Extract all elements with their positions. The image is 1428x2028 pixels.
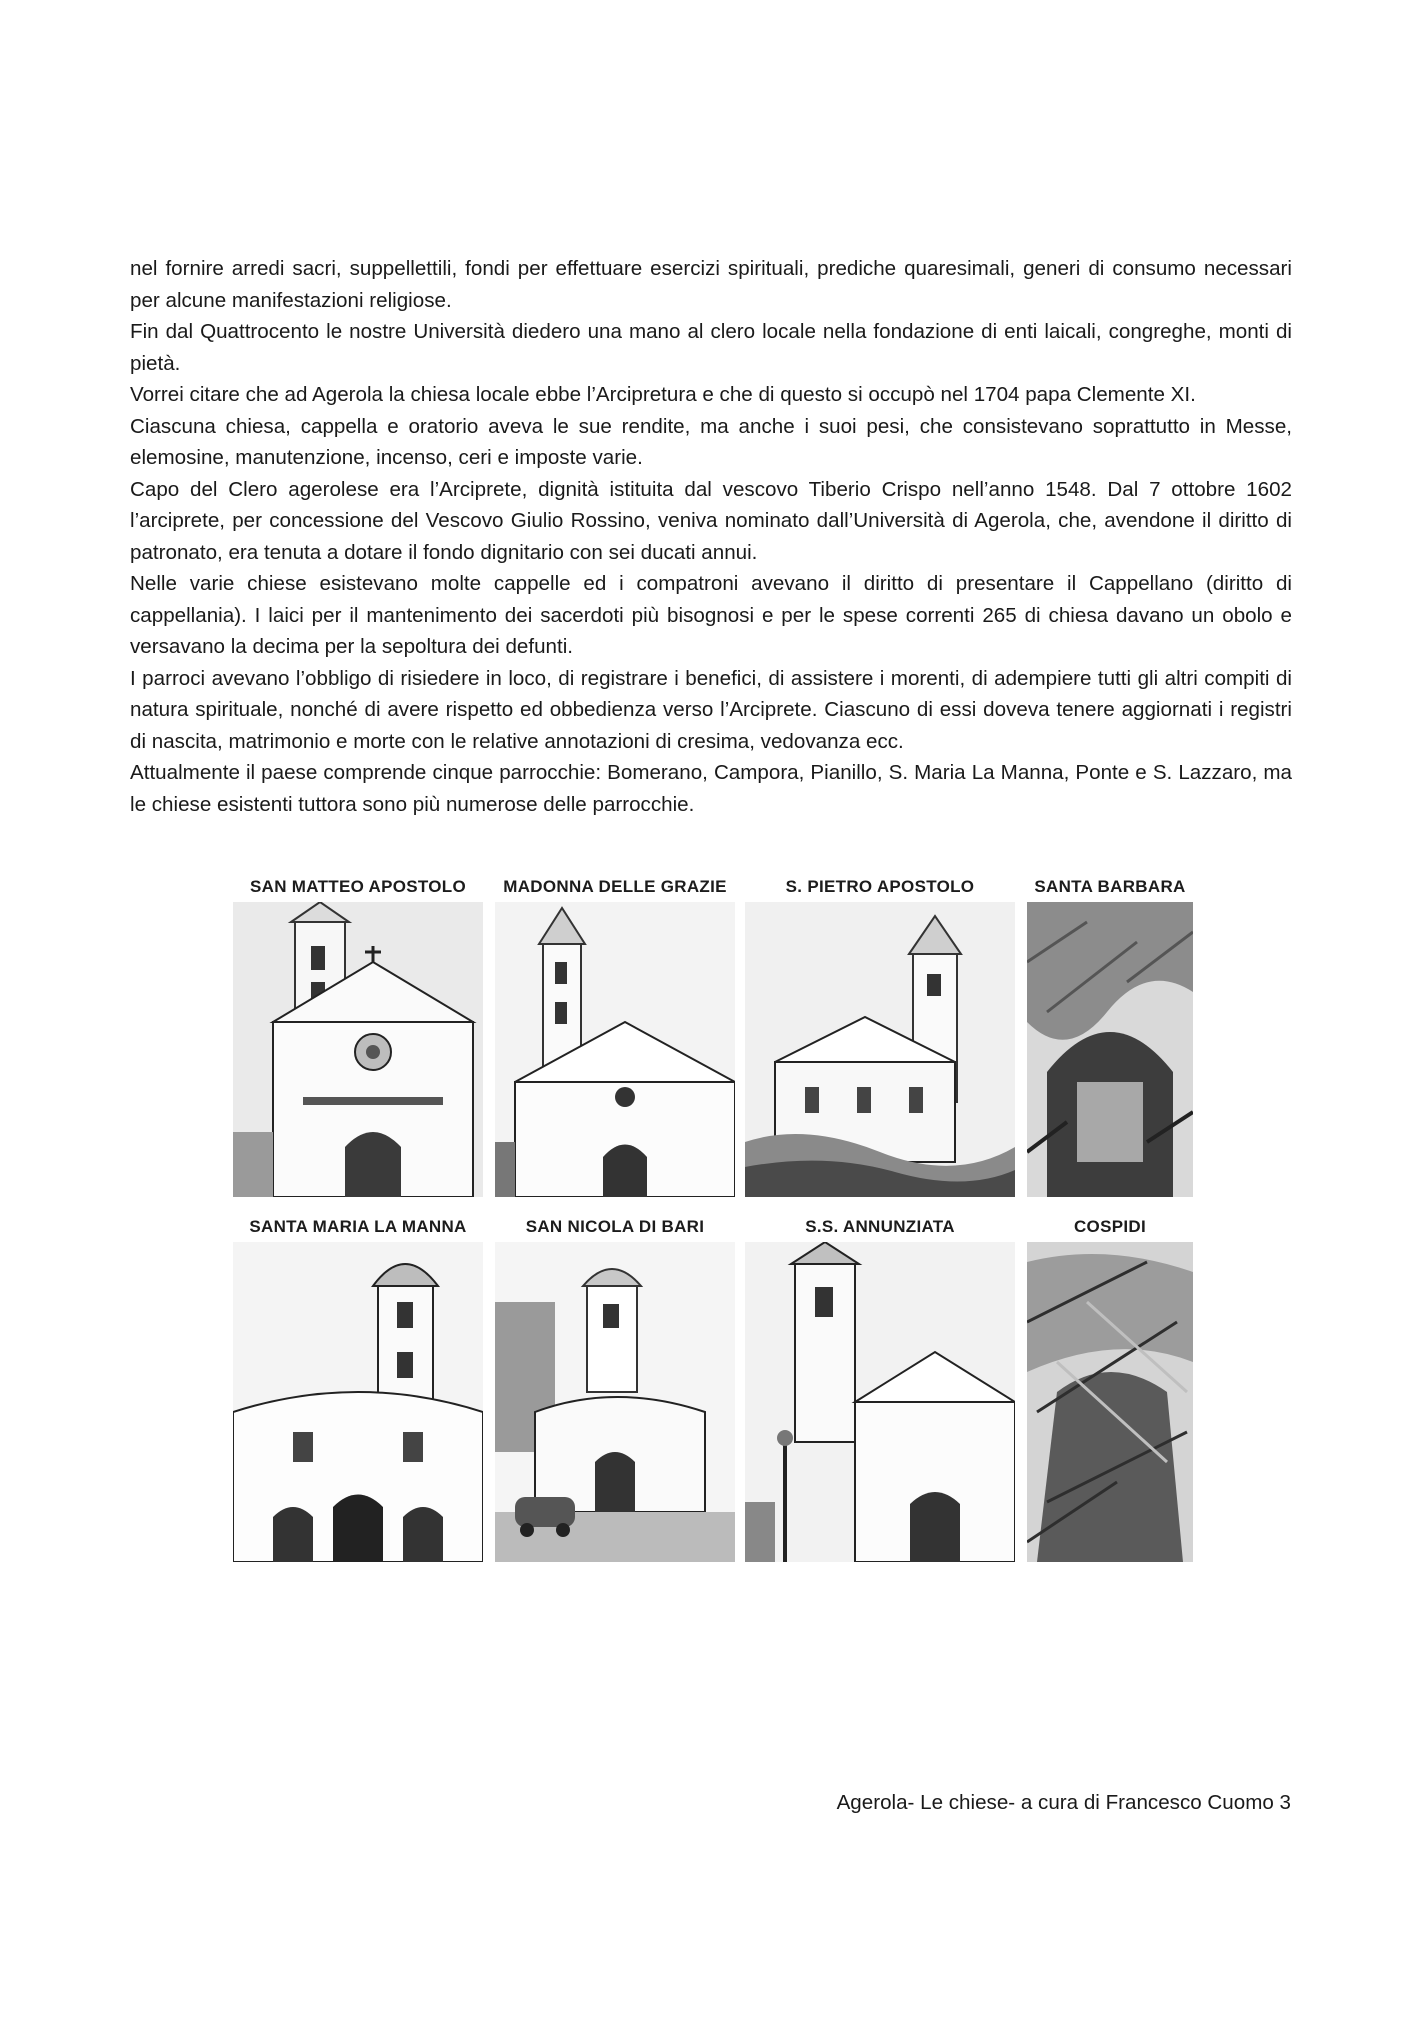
photo-caption: S. PIETRO APOSTOLO	[745, 872, 1015, 902]
church-sketch	[1027, 902, 1193, 1197]
page-footer: Agerola- Le chiese- a cura di Francesco Cuomo 3	[836, 1791, 1291, 1814]
paragraph-3: Vorrei citare che ad Agerola la chiesa locale ebbe l’Arcipretura e che di questo si occupò nel 1704 papa Clemente XI.	[130, 383, 1196, 406]
paragraph-5: Capo del Clero agerolese era l’Arciprete, dignità istituita dal vescovo Tiberio Crispo nell’anno 1548. Dal 7 ottobre 1602 l’arciprete, per concessione del Vescovo Giulio Rossino, veniva nominato dall’Università di Agerola, che, avendone il diritto di patronato, era tenuta a dotare il fondo dignitario con sei ducati annui.	[130, 477, 1292, 564]
photo-caption: COSPIDI	[1027, 1212, 1193, 1242]
church-photo-annunziata	[745, 1212, 1015, 1562]
photo-caption: SANTA BARBARA	[1027, 872, 1193, 902]
photo-caption: SANTA MARIA LA MANNA	[233, 1212, 483, 1242]
church-photo-san-matteo	[233, 872, 483, 1197]
paragraph-8: Attualmente il paese comprende cinque parrocchie: Bomerano, Campora, Pianillo, S. Maria La Manna, Ponte e S. Lazzaro, ma le chiese esistenti tuttora sono più numerose delle parrocchie.	[130, 761, 1292, 816]
church-photo-cospidi	[1027, 1212, 1193, 1562]
photo-caption: MADONNA DELLE GRAZIE	[495, 872, 735, 902]
church-sketch	[495, 902, 735, 1197]
church-photo-madonna-grazie	[495, 872, 735, 1197]
photo-caption: S.S. ANNUNZIATA	[745, 1212, 1015, 1242]
church-sketch	[1027, 1242, 1193, 1562]
churches-collage	[233, 872, 1193, 1562]
church-sketch	[495, 1242, 735, 1562]
photo-caption: SAN MATTEO APOSTOLO	[233, 872, 483, 902]
church-sketch	[745, 902, 1015, 1197]
church-sketch	[745, 1242, 1015, 1562]
church-sketch	[233, 1242, 483, 1562]
paragraph-7: I parroci avevano l’obbligo di risiedere in loco, di registrare i benefici, di assistere i morenti, di adempiere tutti gli altri compiti di natura spirituale, nonché di avere rispetto ed obbedienza verso l’Arciprete. Ciascuno di essi doveva tenere aggiornati i registri di nascita, matrimonio e morte con le relative annotazioni di cresima, vedovanza ecc.	[130, 666, 1292, 753]
church-sketch	[233, 902, 483, 1197]
church-photo-san-nicola	[495, 1212, 735, 1562]
paragraph-2: Fin dal Quattrocento le nostre Università diedero una mano al clero locale nella fondazione di enti laicali, congreghe, monti di pietà.	[130, 320, 1292, 375]
church-photo-santa-maria-la-manna	[233, 1212, 483, 1562]
paragraph-6: Nelle varie chiese esistevano molte cappelle ed i compatroni avevano il diritto di presentare il Cappellano (diritto di cappellania). I laici per il mantenimento dei sacerdoti più bisognosi e per le spese correnti 265 di chiesa davano un obolo e versavano la decima per la sepoltura dei defunti.	[130, 572, 1292, 658]
church-photo-san-pietro	[745, 872, 1015, 1197]
photo-caption: SAN NICOLA DI BARI	[495, 1212, 735, 1242]
paragraph-1: nel fornire arredi sacri, suppellettili, fondi per effettuare esercizi spirituali, prediche quaresimali, generi di consumo necessari per alcune manifestazioni religiose.	[130, 257, 1292, 312]
document-body	[130, 253, 1292, 820]
paragraph-4: Ciascuna chiesa, cappella e oratorio aveva le sue rendite, ma anche i suoi pesi, che consistevano soprattutto in Messe, elemosine, manutenzione, incenso, ceri e imposte varie.	[130, 414, 1292, 469]
church-photo-santa-barbara	[1027, 872, 1193, 1197]
